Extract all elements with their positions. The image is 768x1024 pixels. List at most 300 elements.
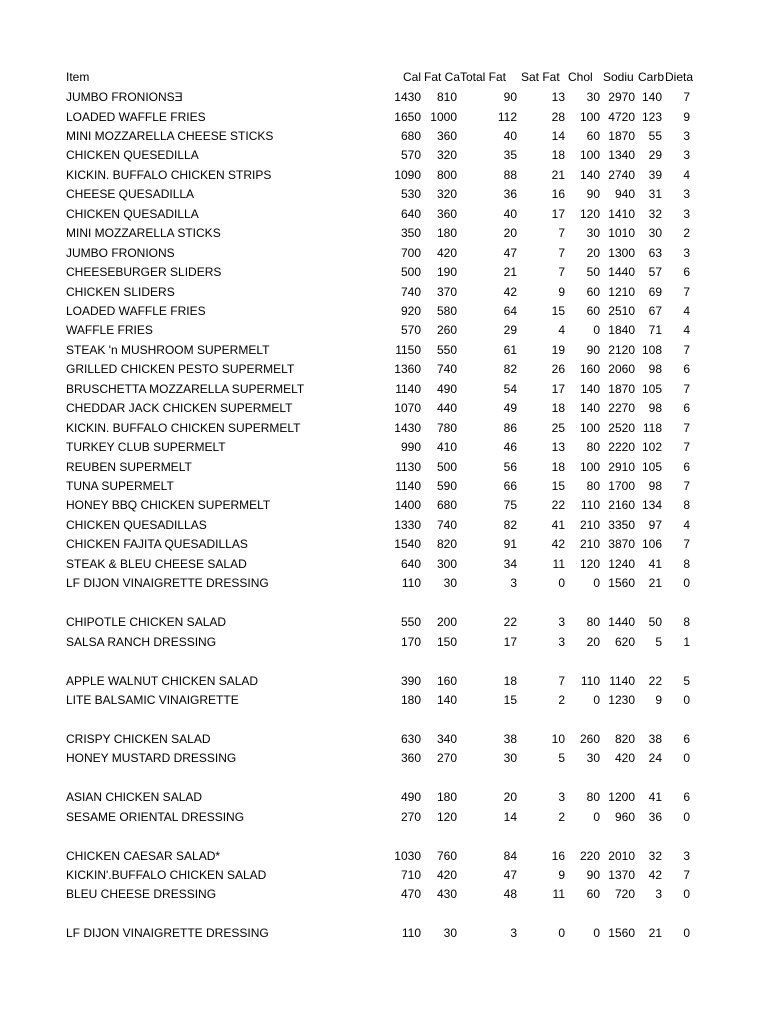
table-row — [0, 166, 768, 185]
cell-chol: 0 — [593, 809, 600, 824]
cell-item: LITE BALSAMIC VINAIGRETTE — [66, 692, 239, 707]
cell-total-fat: 14 — [503, 809, 517, 824]
cell-fat-cal: 800 — [436, 167, 457, 182]
cell-sodium: 2220 — [608, 440, 635, 455]
cell-sodium: 1870 — [608, 381, 635, 396]
cell-dietary: 6 — [683, 362, 690, 377]
cell-cal: 1150 — [395, 342, 421, 357]
cell-chol: 260 — [579, 731, 600, 746]
cell-chol: 160 — [579, 362, 600, 377]
cell-sodium: 1560 — [608, 926, 635, 941]
cell-sat-fat: 15 — [551, 303, 565, 318]
cell-carb: 123 — [641, 109, 662, 124]
cell-sat-fat: 18 — [551, 148, 565, 163]
cell-dietary: 8 — [683, 556, 690, 571]
cell-item: LF DIJON VINAIGRETTE DRESSING — [66, 576, 269, 591]
cell-carb: 105 — [641, 381, 662, 396]
cell-dietary: 6 — [683, 459, 690, 474]
cell-fat-cal: 430 — [436, 887, 457, 902]
cell-dietary: 8 — [683, 498, 690, 513]
cell-item: MINI MOZZARELLA CHEESE STICKS — [66, 128, 274, 143]
cell-total-fat: 75 — [503, 498, 517, 513]
cell-chol: 0 — [593, 692, 600, 707]
cell-sodium: 1370 — [608, 868, 635, 882]
cell-carb: 50 — [648, 615, 662, 630]
header-cal: Cal — [402, 70, 421, 84]
table-row — [0, 360, 768, 379]
cell-dietary: 7 — [683, 90, 690, 104]
cell-carb: 102 — [641, 440, 662, 455]
cell-dietary: 7 — [683, 342, 690, 357]
cell-sat-fat: 0 — [558, 926, 565, 941]
header-fat-cal: Fat Ca — [424, 70, 461, 84]
cell-carb: 41 — [648, 556, 662, 571]
cell-dietary: 7 — [683, 479, 690, 493]
cell-chol: 60 — [586, 887, 600, 902]
cell-chol: 90 — [586, 868, 600, 882]
cell-sodium: 2120 — [608, 342, 635, 357]
cell-fat-cal: 680 — [436, 498, 457, 513]
cell-item: REUBEN SUPERMELT — [66, 459, 192, 474]
cell-total-fat: 88 — [503, 167, 517, 182]
cell-cal: 350 — [400, 226, 421, 241]
cell-sodium: 940 — [614, 187, 635, 202]
cell-sat-fat: 18 — [551, 401, 565, 416]
cell-sat-fat: 7 — [558, 265, 565, 279]
cell-total-fat: 22 — [503, 615, 517, 630]
cell-item: TURKEY CLUB SUPERMELT — [66, 440, 226, 455]
cell-carb: 108 — [641, 342, 662, 357]
cell-sodium: 2010 — [608, 848, 635, 863]
cell-cal: 680 — [400, 128, 421, 143]
cell-chol: 90 — [586, 187, 600, 202]
cell-item: STEAK & BLEU CHEESE SALAD — [66, 556, 247, 571]
cell-cal: 740 — [400, 284, 421, 299]
cell-total-fat: 61 — [503, 342, 517, 357]
cell-dietary: 0 — [683, 751, 690, 766]
cell-cal: 1030 — [394, 848, 421, 863]
cell-total-fat: 82 — [503, 517, 517, 532]
cell-total-fat: 3 — [510, 926, 517, 941]
cell-fat-cal: 180 — [436, 226, 457, 241]
table-row — [0, 185, 768, 204]
cell-total-fat: 42 — [503, 284, 517, 299]
cell-fat-cal: 500 — [436, 459, 457, 474]
cell-total-fat: 54 — [503, 381, 517, 396]
cell-dietary: 3 — [683, 128, 690, 143]
cell-carb: 21 — [648, 926, 662, 941]
cell-dietary: 3 — [683, 206, 690, 221]
cell-carb: 38 — [648, 731, 662, 746]
table-row — [0, 516, 768, 535]
header-sodium: Sodiu — [603, 70, 634, 84]
cell-sat-fat: 7 — [558, 673, 565, 688]
cell-item: LOADED WAFFLE FRIES — [66, 109, 206, 124]
cell-cal: 270 — [400, 809, 421, 824]
cell-item: WAFFLE FRIES — [66, 323, 153, 338]
cell-sodium: 2740 — [608, 167, 635, 182]
cell-dietary: 6 — [683, 401, 690, 416]
cell-sodium: 1200 — [608, 790, 635, 805]
blank-row — [0, 905, 768, 924]
table-row — [0, 380, 768, 399]
cell-dietary: 7 — [683, 420, 690, 435]
cell-carb: 105 — [641, 459, 662, 474]
cell-carb: 118 — [642, 420, 662, 435]
cell-total-fat: 40 — [503, 206, 517, 221]
cell-chol: 60 — [586, 128, 600, 143]
cell-sat-fat: 0 — [558, 576, 565, 591]
cell-sat-fat: 10 — [551, 731, 565, 746]
cell-fat-cal: 200 — [436, 615, 457, 630]
table-row — [0, 924, 768, 943]
cell-carb: 63 — [648, 245, 662, 260]
cell-carb: 32 — [648, 848, 662, 863]
cell-dietary: 6 — [683, 265, 690, 279]
cell-sat-fat: 2 — [558, 692, 565, 707]
cell-total-fat: 91 — [503, 537, 517, 552]
cell-total-fat: 38 — [503, 731, 517, 746]
cell-dietary: 3 — [683, 848, 690, 863]
cell-cal: 170 — [400, 634, 421, 649]
cell-fat-cal: 490 — [436, 381, 457, 396]
cell-item: SALSA RANCH DRESSING — [66, 634, 217, 649]
cell-carb: 71 — [648, 323, 662, 338]
cell-item: CHEESEBURGER SLIDERS — [66, 265, 222, 279]
cell-sat-fat: 3 — [558, 634, 565, 649]
cell-chol: 210 — [579, 537, 600, 552]
cell-fat-cal: 740 — [436, 362, 457, 377]
cell-item: CHICKEN QUESADILLAS — [66, 517, 207, 532]
cell-sat-fat: 7 — [558, 226, 565, 241]
cell-total-fat: 40 — [503, 128, 517, 143]
cell-fat-cal: 190 — [436, 265, 457, 279]
cell-sat-fat: 16 — [551, 848, 565, 863]
cell-chol: 30 — [586, 226, 600, 241]
cell-dietary: 0 — [683, 887, 690, 902]
cell-sodium: 3870 — [608, 537, 635, 552]
cell-fat-cal: 1000 — [430, 109, 457, 124]
cell-fat-cal: 360 — [436, 206, 457, 221]
table-row — [0, 808, 768, 827]
cell-cal: 570 — [400, 148, 421, 163]
cell-total-fat: 112 — [497, 109, 517, 124]
cell-total-fat: 34 — [503, 556, 517, 571]
cell-fat-cal: 30 — [443, 576, 457, 591]
cell-carb: 55 — [648, 128, 662, 143]
cell-dietary: 0 — [683, 692, 690, 707]
cell-fat-cal: 260 — [436, 323, 457, 338]
cell-cal: 110 — [401, 926, 421, 941]
cell-cal: 390 — [400, 673, 421, 688]
table-row — [0, 399, 768, 418]
header-dietary: Dieta — [665, 70, 694, 84]
cell-carb: 22 — [648, 673, 662, 688]
blank-row — [0, 652, 768, 671]
cell-dietary: 3 — [683, 187, 690, 202]
cell-sat-fat: 2 — [558, 809, 565, 824]
cell-carb: 57 — [648, 265, 662, 279]
cell-fat-cal: 320 — [436, 148, 457, 163]
cell-chol: 0 — [593, 323, 600, 338]
cell-sodium: 2270 — [608, 401, 635, 416]
cell-chol: 100 — [579, 148, 600, 163]
cell-sodium: 2970 — [608, 90, 635, 104]
cell-item: LF DIJON VINAIGRETTE DRESSING — [66, 926, 269, 941]
table-row — [0, 866, 768, 885]
cell-item: HONEY BBQ CHICKEN SUPERMELT — [66, 498, 271, 513]
cell-dietary: 3 — [683, 148, 690, 163]
cell-carb: 41 — [648, 790, 662, 805]
cell-sat-fat: 25 — [551, 420, 565, 435]
cell-dietary: 4 — [683, 167, 690, 182]
cell-cal: 570 — [400, 323, 421, 338]
table-row — [0, 341, 768, 360]
table-row — [0, 574, 768, 593]
table-row — [0, 691, 768, 710]
cell-item: KICKIN. BUFFALO CHICKEN SUPERMELT — [66, 420, 301, 435]
cell-sat-fat: 21 — [551, 167, 565, 182]
cell-chol: 20 — [586, 245, 600, 260]
cell-sodium: 1240 — [608, 556, 635, 571]
cell-chol: 140 — [579, 167, 600, 182]
cell-dietary: 4 — [683, 323, 690, 338]
cell-carb: 9 — [655, 692, 662, 707]
cell-sodium: 2910 — [608, 459, 635, 474]
cell-sodium: 1440 — [608, 615, 635, 630]
cell-cal: 630 — [400, 731, 421, 746]
cell-item: ASIAN CHICKEN SALAD — [66, 790, 203, 805]
cell-sodium: 820 — [614, 731, 635, 746]
cell-item: CHICKEN CAESAR SALAD* — [66, 848, 221, 863]
cell-item: BRUSCHETTA MOZZARELLA SUPERMELT — [66, 381, 305, 396]
cell-carb: 36 — [648, 809, 662, 824]
cell-chol: 210 — [579, 517, 600, 532]
cell-sat-fat: 17 — [551, 206, 565, 221]
cell-carb: 106 — [641, 537, 662, 552]
cell-dietary: 7 — [683, 537, 690, 552]
cell-sodium: 1300 — [608, 245, 635, 260]
table-row — [0, 847, 768, 866]
cell-sat-fat: 7 — [558, 245, 565, 260]
cell-item: CRISPY CHICKEN SALAD — [66, 731, 211, 746]
cell-dietary: 3 — [683, 245, 690, 260]
cell-dietary: 7 — [683, 284, 690, 299]
cell-chol: 60 — [586, 303, 600, 318]
table-row — [0, 146, 768, 165]
cell-cal: 1430 — [394, 420, 421, 435]
blank-row — [0, 769, 768, 788]
cell-fat-cal: 360 — [436, 128, 457, 143]
cell-total-fat: 86 — [503, 420, 517, 435]
cell-cal: 640 — [400, 206, 421, 221]
cell-sat-fat: 17 — [551, 381, 565, 396]
cell-fat-cal: 30 — [443, 926, 457, 941]
cell-chol: 140 — [579, 381, 600, 396]
cell-sat-fat: 19 — [551, 342, 565, 357]
cell-sodium: 720 — [614, 887, 635, 902]
cell-total-fat: 56 — [503, 459, 517, 474]
cell-chol: 0 — [593, 576, 600, 591]
cell-total-fat: 82 — [503, 362, 517, 377]
cell-cal: 1130 — [395, 459, 421, 474]
table-row — [0, 730, 768, 749]
cell-total-fat: 47 — [503, 868, 517, 882]
table-row — [0, 224, 768, 243]
cell-dietary: 7 — [683, 440, 690, 455]
cell-total-fat: 18 — [503, 673, 517, 688]
cell-sodium: 4720 — [608, 109, 635, 124]
cell-item: SESAME ORIENTAL DRESSING — [66, 809, 245, 824]
cell-sat-fat: 26 — [551, 362, 565, 377]
cell-total-fat: 49 — [503, 401, 517, 416]
cell-sat-fat: 14 — [551, 128, 565, 143]
cell-dietary: 4 — [683, 303, 690, 318]
cell-fat-cal: 370 — [436, 284, 457, 299]
cell-carb: 42 — [648, 868, 662, 882]
cell-fat-cal: 300 — [436, 556, 457, 571]
cell-sodium: 1840 — [608, 323, 635, 338]
cell-carb: 32 — [648, 206, 662, 221]
cell-item: KICKIN'.BUFFALO CHICKEN SALAD — [66, 868, 267, 882]
cell-cal: 1360 — [394, 362, 421, 377]
table-row — [0, 496, 768, 515]
cell-total-fat: 66 — [503, 479, 517, 493]
cell-cal: 1540 — [394, 537, 421, 552]
cell-dietary: 9 — [683, 109, 690, 124]
cell-chol: 80 — [586, 479, 600, 493]
cell-sat-fat: 3 — [558, 615, 565, 630]
cell-chol: 120 — [579, 556, 600, 571]
cell-item: CHICKEN QUESEDILLA — [66, 148, 199, 163]
cell-total-fat: 29 — [503, 323, 517, 338]
cell-total-fat: 46 — [503, 440, 517, 455]
cell-dietary: 0 — [683, 926, 690, 941]
cell-sodium: 2060 — [608, 362, 635, 377]
cell-chol: 110 — [580, 498, 600, 513]
table-row — [0, 749, 768, 768]
cell-fat-cal: 810 — [436, 90, 457, 104]
cell-item: KICKIN. BUFFALO CHICKEN STRIPS — [66, 167, 272, 182]
cell-cal: 700 — [400, 245, 421, 260]
cell-fat-cal: 140 — [436, 692, 457, 707]
cell-total-fat: 47 — [503, 245, 517, 260]
cell-chol: 220 — [579, 848, 600, 863]
cell-dietary: 4 — [683, 517, 690, 532]
cell-chol: 30 — [586, 751, 600, 766]
cell-dietary: 1 — [683, 634, 690, 649]
cell-cal: 360 — [400, 751, 421, 766]
cell-sodium: 420 — [614, 751, 635, 766]
cell-fat-cal: 160 — [436, 673, 457, 688]
cell-total-fat: 15 — [503, 692, 517, 707]
cell-carb: 98 — [648, 479, 662, 493]
cell-fat-cal: 440 — [436, 401, 457, 416]
cell-chol: 80 — [586, 440, 600, 455]
cell-dietary: 7 — [683, 381, 690, 396]
cell-cal: 180 — [400, 692, 421, 707]
blank-row — [0, 594, 768, 613]
cell-fat-cal: 420 — [436, 868, 457, 882]
cell-item: JUMBO FRONIONS — [66, 245, 175, 260]
blank-row — [0, 827, 768, 846]
cell-cal: 1140 — [395, 381, 421, 396]
table-row — [0, 302, 768, 321]
cell-chol: 50 — [586, 265, 600, 279]
cell-carb: 39 — [648, 167, 662, 182]
header-total-fat: Total Fat — [460, 70, 507, 84]
cell-fat-cal: 780 — [436, 420, 457, 435]
cell-carb: 134 — [641, 498, 662, 513]
table-row — [0, 535, 768, 554]
blank-row — [0, 710, 768, 729]
cell-sat-fat: 9 — [558, 868, 565, 882]
cell-cal: 110 — [401, 576, 421, 591]
cell-item: APPLE WALNUT CHICKEN SALAD — [66, 673, 259, 688]
cell-fat-cal: 820 — [436, 537, 457, 552]
cell-sodium: 1010 — [608, 226, 635, 241]
cell-fat-cal: 740 — [436, 517, 457, 532]
table-row — [0, 108, 768, 127]
cell-sat-fat: 11 — [552, 887, 565, 902]
cell-sodium: 1700 — [608, 479, 635, 493]
cell-fat-cal: 420 — [436, 245, 457, 260]
cell-carb: 3 — [655, 887, 662, 902]
cell-carb: 98 — [648, 401, 662, 416]
table-row — [0, 263, 768, 282]
cell-item: LOADED WAFFLE FRIES — [66, 303, 206, 318]
header-item: Item — [66, 70, 90, 84]
cell-sodium: 2510 — [608, 303, 635, 318]
cell-item: HONEY MUSTARD DRESSING — [66, 751, 237, 766]
table-row — [0, 477, 768, 496]
cell-chol: 100 — [579, 420, 600, 435]
cell-total-fat: 20 — [503, 226, 517, 241]
cell-cal: 640 — [400, 556, 421, 571]
cell-total-fat: 36 — [503, 187, 517, 202]
cell-sodium: 960 — [614, 809, 635, 824]
cell-fat-cal: 340 — [436, 731, 457, 746]
table-row — [0, 555, 768, 574]
cell-fat-cal: 120 — [436, 809, 457, 824]
cell-dietary: 7 — [683, 868, 690, 882]
cell-dietary: 8 — [683, 615, 690, 630]
cell-cal: 1430 — [394, 90, 421, 104]
cell-sodium: 2520 — [608, 420, 635, 435]
table-row — [0, 885, 768, 904]
cell-sat-fat: 11 — [552, 556, 565, 571]
header-carb: Carb — [638, 70, 665, 84]
cell-sat-fat: 41 — [551, 517, 565, 532]
cell-sodium: 1410 — [608, 206, 635, 221]
cell-sodium: 1140 — [609, 673, 635, 688]
cell-item: TUNA SUPERMELT — [66, 479, 174, 493]
table-row — [0, 788, 768, 807]
cell-item: GRILLED CHICKEN PESTO SUPERMELT — [66, 362, 295, 377]
cell-sodium: 1230 — [608, 692, 635, 707]
table-row — [0, 672, 768, 691]
cell-carb: 97 — [648, 517, 662, 532]
cell-chol: 120 — [579, 206, 600, 221]
cell-fat-cal: 760 — [436, 848, 457, 863]
cell-sat-fat: 28 — [551, 109, 565, 124]
cell-item: CHICKEN SLIDERS — [66, 284, 175, 299]
cell-carb: 31 — [648, 187, 662, 202]
table-row — [0, 458, 768, 477]
cell-total-fat: 35 — [503, 148, 517, 163]
cell-cal: 470 — [400, 887, 421, 902]
cell-total-fat: 64 — [503, 303, 517, 318]
